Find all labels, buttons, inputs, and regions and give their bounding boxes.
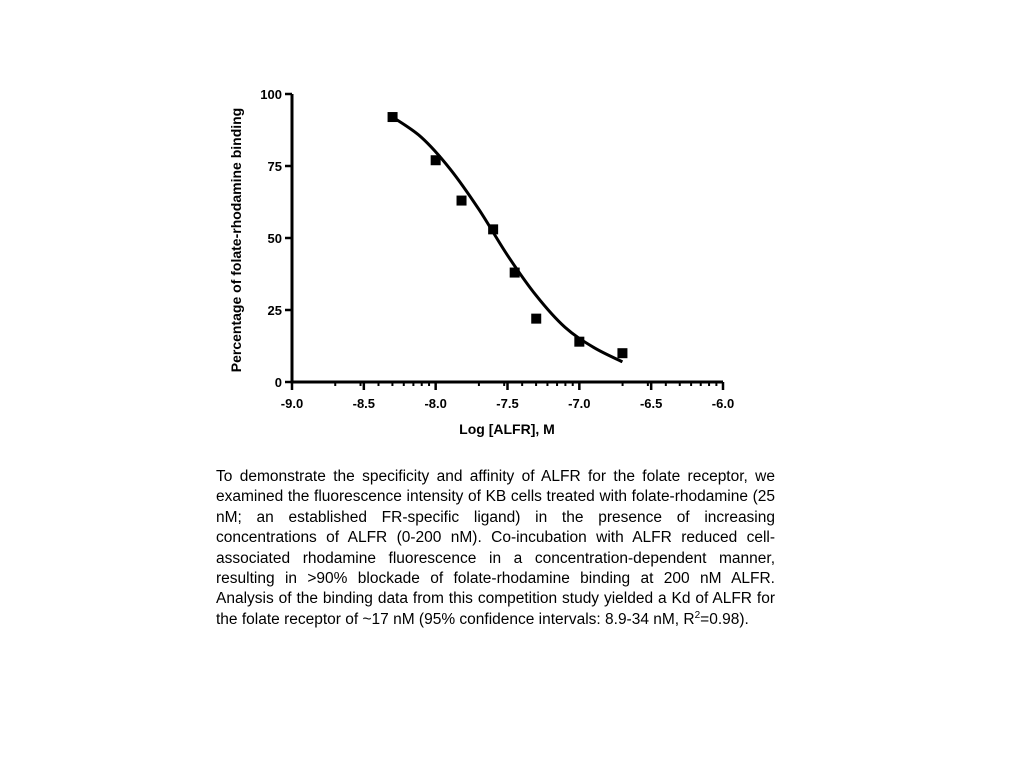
x-tick-label: -7.0 [568,396,591,411]
fit-curve-layer [393,117,623,362]
x-tick-label: -8.5 [352,396,376,411]
x-tick-label: -7.5 [496,396,519,411]
data-point [488,224,498,234]
y-tick-label: 50 [267,231,282,246]
figure-caption [216,467,775,630]
data-point [617,348,627,358]
chart-ticks [260,87,734,411]
caption-superscript: 2 [694,609,701,621]
chart-axes [291,94,724,382]
x-tick-label: -8.0 [424,396,447,411]
x-tick-label: -6.5 [639,396,663,411]
data-point [457,196,467,206]
data-point [431,155,441,165]
x-tick-label: -6.0 [711,396,735,411]
data-points-layer [388,112,628,358]
x-tick-label: -9.0 [280,396,304,411]
y-axis-title: Percentage of folate-rhodamine binding [228,107,244,373]
caption-text: To demonstrate the specificity and affinity of ALFR for the folate receptor, we examined the fluorescence intensity of KB cells treated with folate-rhodamine (25 nM; an established FR-specific ligand) in the presence of increasing concentrations of ALFR (0-200 nM). Co-incubation with ALFR reduced cell-associated rhodamine fluorescence in a concentration-dependent manner, resulting in >90% blockade of folate-rhodamine binding at 200 nM ALFR. Analysis of the binding data from this competition study yielded a Kd of ALFR for the folate receptor of ~17 nM (95% confidence intervals: 8.9-34 nM, R [216,468,775,628]
data-point [531,314,541,324]
caption-end: =0.98). [700,610,749,628]
data-point [510,268,520,278]
fit-curve [393,117,623,362]
x-axis-title: Log [ALFR], M [459,421,555,437]
y-tick-label: 75 [267,159,282,174]
y-tick-label: 25 [267,303,282,318]
data-point [388,112,398,122]
data-point [574,337,584,347]
y-tick-label: 0 [274,375,282,390]
y-tick-label: 100 [260,87,282,102]
